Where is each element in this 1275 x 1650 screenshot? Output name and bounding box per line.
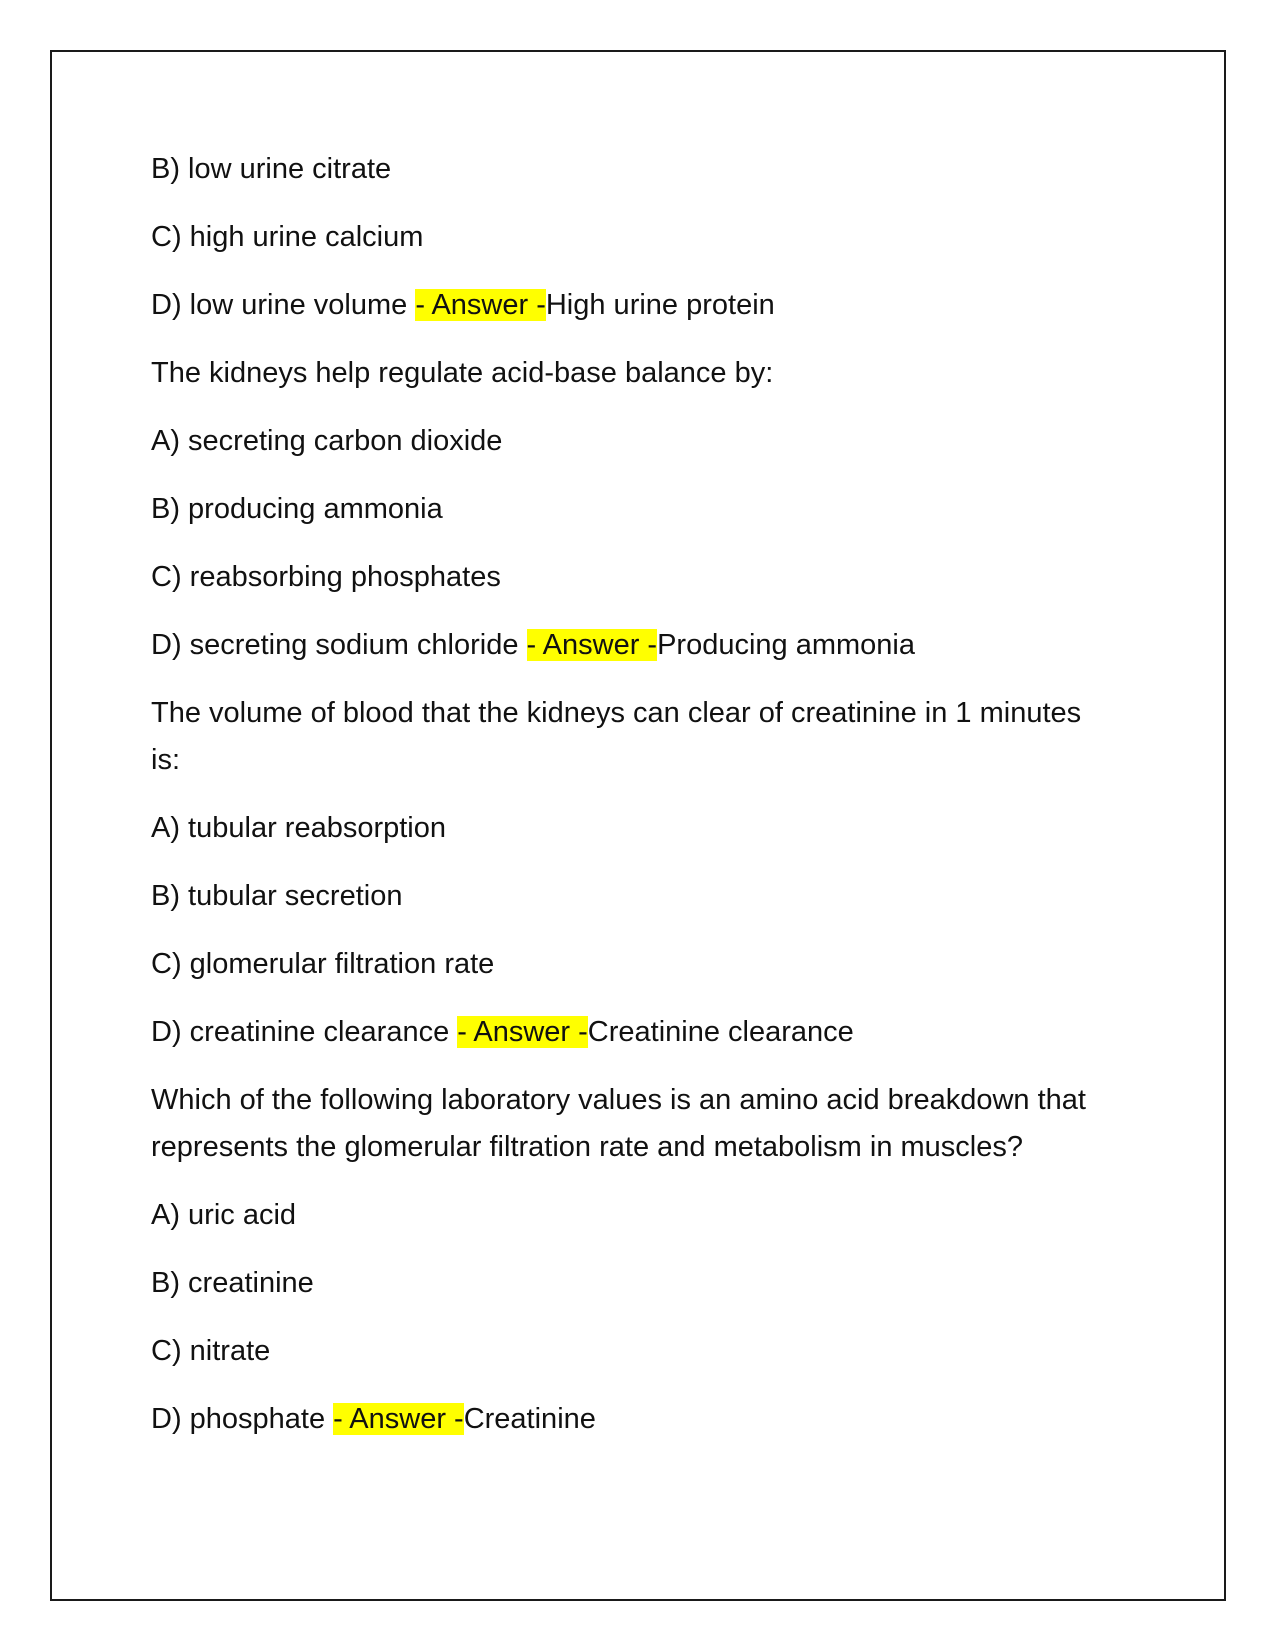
option-d-with-answer bbox=[151, 1396, 1111, 1443]
option-b bbox=[151, 486, 1111, 533]
question bbox=[151, 690, 1111, 784]
option-a bbox=[151, 1192, 1111, 1239]
option-b bbox=[151, 1260, 1111, 1307]
answer-highlight: - Answer - bbox=[415, 289, 546, 321]
line-text: D) phosphate bbox=[151, 1403, 334, 1435]
answer-highlight: - Answer - bbox=[457, 1016, 588, 1048]
option-c bbox=[151, 214, 1111, 261]
option-b bbox=[151, 146, 1111, 193]
document-body bbox=[151, 146, 1111, 1464]
line-text: B) low urine citrate bbox=[151, 153, 392, 185]
line-text: B) creatinine bbox=[151, 1267, 314, 1299]
option-d-with-answer bbox=[151, 1009, 1111, 1056]
line-text: B) producing ammonia bbox=[151, 493, 443, 525]
option-d-with-answer bbox=[151, 622, 1111, 669]
line-text: A) secreting carbon dioxide bbox=[151, 425, 503, 457]
option-d-with-answer bbox=[151, 282, 1111, 329]
line-text: B) tubular secretion bbox=[151, 880, 403, 912]
answer-highlight: - Answer - bbox=[333, 1403, 464, 1435]
line-text: A) uric acid bbox=[151, 1199, 297, 1231]
line-text: Which of the following laboratory values is an amino acid breakdown that represents the glomerular filtration rate and metabolism in muscles? bbox=[151, 1084, 1086, 1163]
option-c bbox=[151, 941, 1111, 988]
line-text: D) secreting sodium chloride bbox=[151, 629, 527, 661]
line-text: The volume of blood that the kidneys can clear of creatinine in 1 minutes is: bbox=[151, 697, 1082, 776]
option-c bbox=[151, 554, 1111, 601]
line-text: The kidneys help regulate acid-base balance by: bbox=[151, 357, 774, 389]
answer-highlight: - Answer - bbox=[526, 629, 658, 661]
option-c bbox=[151, 1328, 1111, 1375]
line-text: C) reabsorbing phosphates bbox=[151, 561, 501, 593]
answer-text: High urine protein bbox=[545, 289, 775, 321]
line-text: A) tubular reabsorption bbox=[151, 812, 446, 844]
option-a bbox=[151, 805, 1111, 852]
line-text: C) high urine calcium bbox=[151, 221, 424, 253]
line-text: D) creatinine clearance bbox=[151, 1016, 458, 1048]
answer-text: Creatinine clearance bbox=[587, 1016, 854, 1048]
answer-text: Creatinine bbox=[463, 1403, 596, 1435]
option-a bbox=[151, 418, 1111, 465]
option-b bbox=[151, 873, 1111, 920]
line-text: D) low urine volume bbox=[151, 289, 416, 321]
question bbox=[151, 350, 1111, 397]
answer-text: Producing ammonia bbox=[657, 629, 915, 661]
question bbox=[151, 1077, 1111, 1171]
line-text: C) nitrate bbox=[151, 1335, 271, 1367]
line-text: C) glomerular filtration rate bbox=[151, 948, 495, 980]
